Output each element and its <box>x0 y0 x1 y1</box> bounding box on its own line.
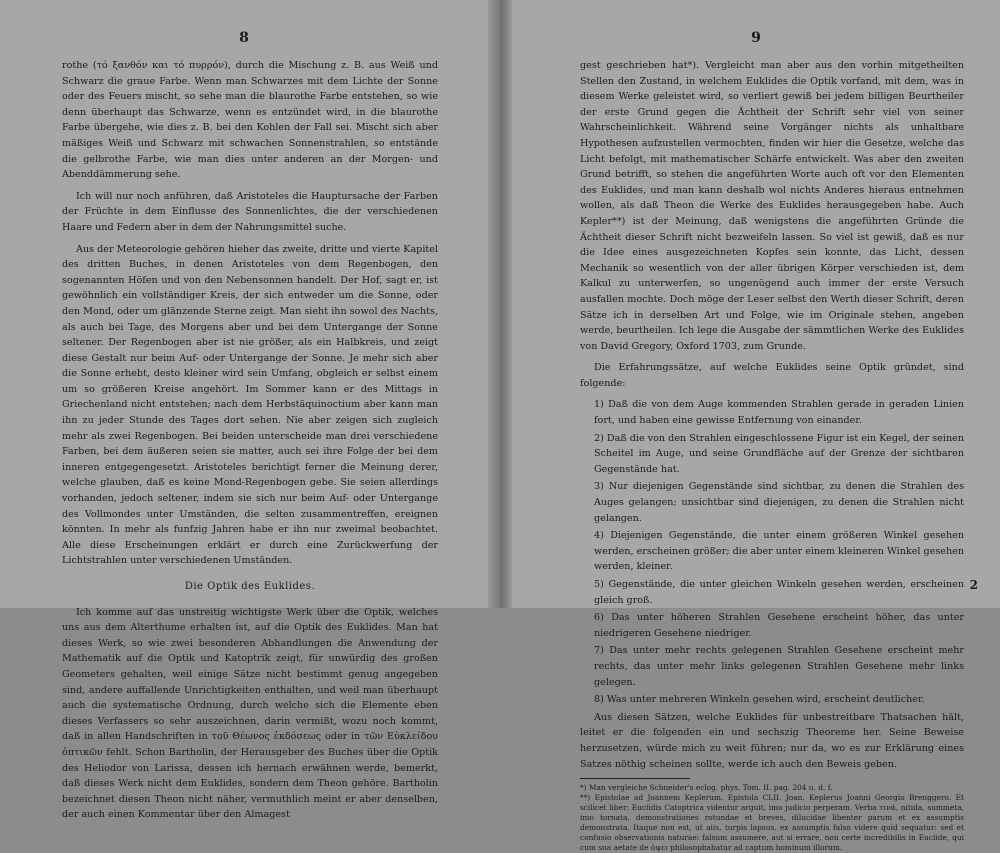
list-item: 2) Daß die von den Strahlen eingeschlossene Figur ist ein Kegel, der seinen Scheitel im Auge, und seine Grundfläche auf der Grenze der sichtbaren Gegenstände hat. <box>594 432 964 475</box>
axiom-list <box>580 397 964 707</box>
footnotes <box>580 783 964 853</box>
footnote: *) Man vergleiche Schneider's eclog. phys. Tom. II. pag. 204 u. d. f. <box>580 783 833 793</box>
list-item: 8) Was unter mehreren Winkeln gesehen wird, erscheint deutlicher. <box>594 694 925 706</box>
paragraph: Die Erfahrungssätze, auf welche Euklides seine Optik gründet, sind folgende: <box>580 362 964 389</box>
list-item: 4) Diejenigen Gegenstände, die unter einem größeren Winkel gesehen werden, erscheinen größer; die aber unter einem kleineren Winkel gesehen werden, kleiner. <box>594 530 964 573</box>
paragraph: Aus der Meteorologie gehören hieher das zweite, dritte und vierte Kapitel des dritten Buches, in denen Aristoteles von dem Regenbogen, den sogenannten Höfen und von den Nebensonnen handelt. Der Hof, sagt er, ist gewöhnlich ein vollständiger Kreis, der sich entweder um die Sonne, oder den Mond, oder um glänzende Sterne zeigt. Man sieht ihn sowol des Nachts, als auch bei Tage, des Morgens aber und bei dem Untergange der Sonne seltener. Der Regenbogen aber ist nie größer, als ein Halbkreis, und zeigt diese Gestalt nur beim Auf- oder Untergange der Sonne. Je mehr sich aber die Sonne erhebt, desto kleiner wird sein Umfang, obgleich er selbst einem um so größeren Kreise angehört. Im Sommer kann er des Mittags in Griechenland nicht entstehen; nach dem Herbstäquinoctium aber kann man ihn zu jeder Stunde des Tages dort sehen. Nie aber zeigen sich zugleich mehr als zwei Regenbogen. Bei beiden unterscheide man drei verschiedene Farben, bei dem äußeren seien sie matter, auch sei ihre Folge der bei dem inneren entgegengesetzt. Aristoteles berichtigt ferner die Meinung derer, welche glauben, daß es keine Mond-Regenbogen gebe. Sie seien allerdings vorhanden, jedoch seltener, indem sie sich nur beim Auf- oder Untergange des Vollmondes unter Umständen, die selten zusammentreffen, ereignen könnten. In mehr als funfzig Jahren habe er ihn nur zweimal beobachtet. Alle diese Erscheinungen erklärt er durch eine Zurückwerfung der Lichtstrahlen unter verschiedenen Umständen. <box>62 243 438 567</box>
list-item: 6) Das unter höheren Strahlen Gesehene erscheint höher, das unter niedrigeren Gesehene niedriger. <box>594 612 964 639</box>
paragraph: Aus diesen Sätzen, welche Euklides für unbestreitbare Thatsachen hält, leitet er die folgenden ein und sechszig Theoreme her. Seine Beweise herzusetzen, würde mich zu weit führen; nur da, wo es zur Erklärung eines Satzes nöthig scheinen sollte, werde ich auch den Beweis geben. <box>580 711 964 770</box>
book-gutter <box>488 0 512 608</box>
list-item: 7) Das unter mehr rechts gelegenen Strahlen Gesehene erscheint mehr rechts, das unter mehr links gelegenen Strahlen Gesehene mehr links gelegen. <box>594 645 964 688</box>
paragraph: gest geschrieben hat*). Vergleicht man aber aus den vorhin mitgetheilten Stellen den Zustand, in welchem Euklides die Optik vorfand, mit dem, was in diesem Werke geleistet wird, so verliert gewiß bei jedem billigen Beurtheiler der erste Grund gegen die Ächtheit der Schrift sehr viel von seiner Wahrscheinlichkeit. Während seine Vorgänger nichts als unhaltbare Hypothesen aufzustellen vermochten, finden wir hier die Gesetze, welche das Licht befolgt, mit mathematischer Schärfe entwickelt. Was aber den zweiten Grund betrifft, so stehen die angeführten Worte auch oft vor den Elementen des Euklides, und man kann deshalb wol nichts Anderes hieraus entnehmen wollen, als daß Theon die Werke des Euklides herausgegeben habe. Auch Kepler**) ist der Meinung, daß wenigstens die angeführten Gründe die Ächtheit dieser Schrift nicht bezweifeln lassen. So viel ist gewiß, daß es nur die Idee eines ausgezeichneten Kopfes sein konnte, das Licht, dessen Mechanik so wesentlich von der aller übrigen Körper verschieden ist, dem Kalkul zu unterwerfen, so ungenügend auch immer der erste Versuch ausfallen mochte. Doch möge der Leser selbst den Werth dieser Schrift, deren Sätze ich in derselben Art und Folge, wie im Originale stehen, angeben werde, beurtheilen. Ich lege die Ausgabe der sämmtlichen Werke des Euklides von David Gregory, Oxford 1703, zum Grunde. <box>580 60 964 352</box>
list-item: 5) Gegenstände, die unter gleichen Winkeln gesehen werden, erscheinen gleich groß. <box>594 579 964 606</box>
left-page <box>0 0 488 821</box>
list-item: 1) Daß die von dem Auge kommenden Strahlen gerade in geraden Linien fort, und haben eine gewisse Entfernung von einander. <box>594 399 964 427</box>
footnote-rule <box>580 778 690 779</box>
page-number: 8 <box>239 30 249 46</box>
right-page-body <box>580 58 964 853</box>
left-page-body <box>62 58 438 829</box>
paragraph: Ich will nur noch anführen, daß Aristoteles die Hauptursache der Farben der Früchte in dem Einflusse des Sonnenlichtes, die der verschiedenen Haare und Federn aber in dem der Nahrungsmittel suche. <box>62 190 438 233</box>
paragraph: Ich komme auf das unstreitig wichtigste Werk über die Optik, welches uns aus dem Alterthume erhalten ist, auf die Optik des Euklides. Man hat dieses Werk, so wie zwei besonderen Abhandlungen die Anwendung der Mathematik auf die Optik und Katoptrik zeigt, für unwürdig des großen Geometers gehalten, weil einige Sätze nicht bestimmt genug angegeben sind, andere auffallende Unrichtigkeiten enthalten, und weil man überhaupt auch die systematische Ordnung, durch welche sich die Elemente eben dieses Verfassers so sehr auszeichnen, darin vermißt, wozu noch kommt, daß in allen Handschriften in τοῦ Θέωνος ἐκδόσεως oder in τῶν Εὐκλείδου ὀπτικῶν fehlt. Schon Bartholin, der Herausgeber des Buches über die Optik des Heliodor von Larissa, dessen ich hernach erwähnen werde, bemerkt, daß dieses Werk nicht dem Euklides, sondern dem Theon gehöre. Bartholin bezeichnet diesen Theon nicht näher, vermuthlich meint er aber denselben, der auch einen Kommentar über den Almagest <box>62 606 438 821</box>
right-page <box>512 0 1000 853</box>
section-heading: Die Optik des Euklides. <box>184 581 316 592</box>
paragraph: rothe (τό ξανθόν και τό πυρρόν), durch die Mischung z. B. aus Weiß und Schwarz die graue Farbe. Wenn man Schwarzes mit dem Lichte der Sonne oder des Feuers mischt, so sehe man die blaurothe Farbe entstehen, so wie denn überhaupt das Schwarze, wenn es entzündet wird, in die blaurothe Farbe übergehe, wie dies z. B. bei den Kohlen der Fall sei. Mischt sich aber mäßiges Weiß und Schwarz mit schwachen Sonnenstrahlen, so entstände die gelbrothe Farbe, wie man dies unter anderen an der Morgen- und Abenddämmerung sehe. <box>62 60 438 181</box>
list-item: 3) Nur diejenigen Gegenstände sind sichtbar, zu denen die Strahlen des Auges gelangen; unsichtbar sind diejenigen, zu denen die Strahlen nicht gelangen. <box>594 481 964 524</box>
page-number: 9 <box>751 30 761 46</box>
footnote: **) Epistolae ad Joannem Keplerum. Epistola CLII. Joan. Keplerus Joanni Georgio Brenggero. Et scilicet liber: Euclidis Catoptrica videntur arguit, imo judicio perperam. Verba τινά, nitida, summeta, imo tornata, demonstrationes rotundae et breves, dilucidae libenter parum et ex assumptis demonstrata. Itaque non est, ut aiis, turpis lapsus, ex assumptis falso videre quid sequatur: sed et confusio observationis naturae: falsum assumere, aut si errare, non certe incredibilis in Euclide, qui cum sua aetate de ὀψει philosophabatur ad captum hominum illorum. <box>580 793 964 853</box>
signature-mark: 2 <box>969 578 978 592</box>
